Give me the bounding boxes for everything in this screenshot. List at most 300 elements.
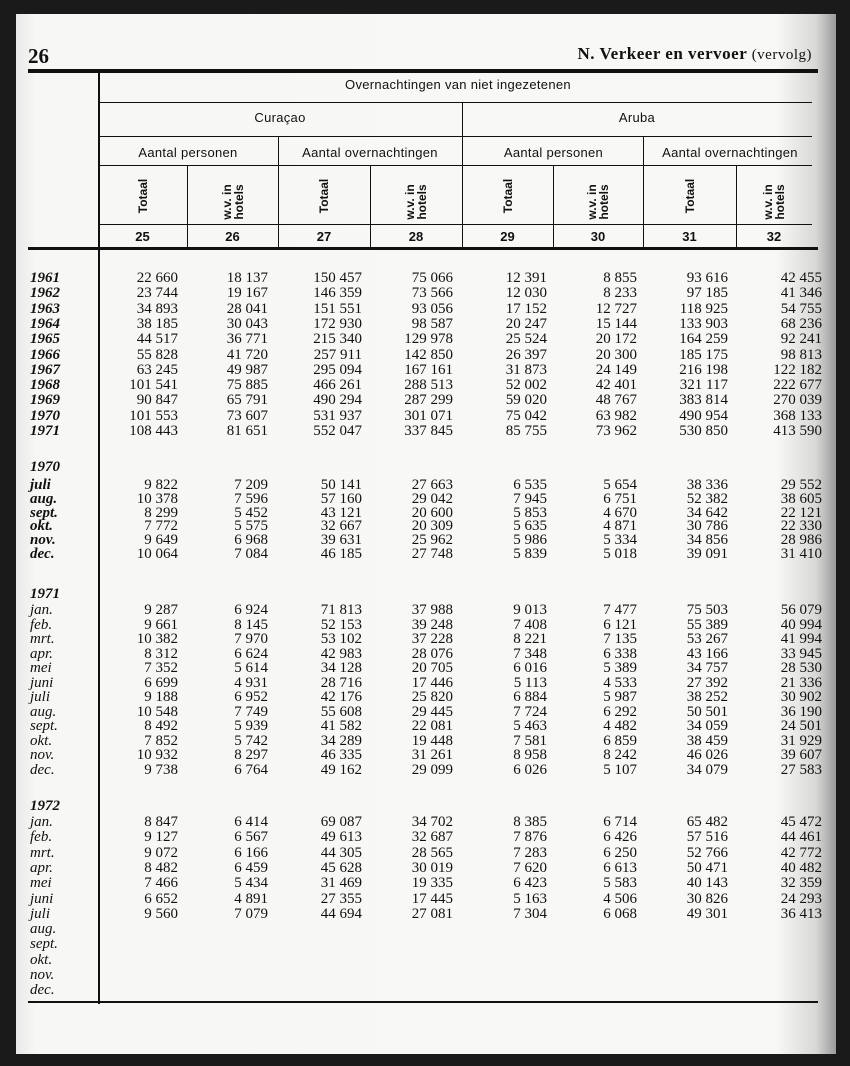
- table-cell: 34 289: [320, 732, 362, 749]
- table-cell: 41 346: [780, 285, 822, 302]
- row-label: 1965: [30, 331, 60, 348]
- table-cell: 122 182: [773, 361, 822, 378]
- table-cell: 12 727: [595, 300, 637, 317]
- table-cell: 6 016: [513, 660, 547, 676]
- table-cell: 22 330: [780, 518, 822, 535]
- table-cell: 34 757: [686, 660, 728, 676]
- table-cell: 5 434: [234, 875, 268, 892]
- table-cell: 34 079: [686, 761, 728, 778]
- table-cell: 19 167: [226, 285, 268, 302]
- table-cell: 56 079: [780, 602, 822, 618]
- table-cell: 6 166: [234, 844, 268, 861]
- table-cell: 12 391: [505, 270, 547, 286]
- table-cell: 55 608: [320, 703, 362, 720]
- table-cell: 368 133: [773, 407, 822, 424]
- subgroup-header: Aantal overnachtingen: [662, 145, 798, 160]
- table-cell: 5 163: [513, 890, 547, 907]
- page-title-suffix: (vervolg): [751, 47, 812, 63]
- table-title: Overnachtingen van niet ingezetenen: [345, 77, 571, 92]
- table-cell: 44 694: [320, 905, 362, 922]
- table-cell: 4 670: [603, 504, 637, 521]
- table-cell: 5 575: [234, 518, 268, 535]
- row-label: nov.: [30, 747, 55, 763]
- table-cell: 222 677: [773, 377, 822, 394]
- table-cell: 6 652: [144, 890, 178, 907]
- table-cell: 8 221: [513, 631, 547, 647]
- table-cell: 98 587: [411, 315, 453, 332]
- table-cell: 7 283: [513, 844, 547, 861]
- table-cell: 133 903: [679, 315, 728, 332]
- column-number: 29: [500, 229, 515, 244]
- table-cell: 68 236: [780, 315, 822, 332]
- table-cell: 5 987: [603, 689, 637, 705]
- table-cell: 39 091: [686, 546, 728, 562]
- table-cell: 9 822: [144, 477, 178, 493]
- table-cell: 8 958: [513, 747, 547, 763]
- table-cell: 17 152: [505, 300, 547, 317]
- table-cell: 5 654: [603, 477, 637, 493]
- table-cell: 4 871: [603, 518, 637, 535]
- table-cell: 49 613: [320, 829, 362, 846]
- table-cell: 490 954: [679, 407, 728, 424]
- table-cell: 29 042: [411, 490, 453, 507]
- table-cell: 7 352: [144, 660, 178, 676]
- table-cell: 55 389: [686, 616, 728, 633]
- table-cell: 73 607: [226, 407, 268, 424]
- column-number: 27: [316, 229, 332, 244]
- table-cell: 69 087: [320, 814, 362, 830]
- table-cell: 8 492: [144, 718, 178, 734]
- table-cell: 45 628: [320, 859, 362, 876]
- table-cell: 28 716: [320, 674, 362, 691]
- table-cell: 7 209: [234, 477, 268, 493]
- table-cell: 37 988: [411, 602, 453, 618]
- column-number: 30: [590, 229, 606, 244]
- column-number: 32: [766, 229, 782, 244]
- column-number: 28: [408, 229, 424, 244]
- table-cell: 142 850: [404, 346, 453, 363]
- table-cell: 20 172: [595, 331, 637, 348]
- table-cell: 167 161: [404, 361, 453, 378]
- table-cell: 5 463: [513, 718, 547, 734]
- table-cell: 9 560: [144, 905, 178, 922]
- column-header: w.v. in hotels: [585, 184, 611, 220]
- table-cell: 4 482: [603, 718, 637, 734]
- table-cell: 151 551: [313, 300, 362, 317]
- table-cell: 7 304: [513, 905, 547, 922]
- table-cell: 24 501: [780, 718, 822, 734]
- table-cell: 27 583: [780, 761, 822, 778]
- table-cell: 9 072: [144, 844, 178, 861]
- table-cell: 8 482: [144, 859, 178, 876]
- table-cell: 31 929: [780, 732, 822, 749]
- table-cell: 54 755: [780, 300, 822, 317]
- table-cell: 6 924: [234, 602, 268, 618]
- table-cell: 46 335: [320, 747, 362, 763]
- table-cell: 49 162: [320, 761, 362, 778]
- table-cell: 65 482: [686, 814, 728, 830]
- table-cell: 6 751: [603, 490, 637, 507]
- row-label: 1969: [30, 392, 60, 409]
- row-label: mrt.: [30, 631, 55, 647]
- rule: [98, 165, 812, 166]
- table-cell: 38 336: [686, 477, 728, 493]
- table-cell: 301 071: [404, 407, 453, 424]
- table-cell: 52 153: [320, 616, 362, 633]
- table-cell: 63 245: [136, 361, 178, 378]
- table-cell: 34 642: [686, 504, 728, 521]
- row-label: nov.: [30, 967, 55, 983]
- table-cell: 42 772: [780, 844, 822, 861]
- row-label: 1967: [30, 361, 60, 378]
- table-cell: 6 624: [234, 645, 268, 662]
- table-cell: 20 300: [595, 346, 637, 363]
- rule: [98, 224, 812, 225]
- table-cell: 40 994: [780, 616, 822, 633]
- table-cell: 55 828: [136, 346, 178, 363]
- table-cell: 6 459: [234, 859, 268, 876]
- table-cell: 53 267: [686, 631, 728, 647]
- table-cell: 39 607: [780, 747, 822, 763]
- row-label: 1971: [30, 423, 60, 439]
- row-label: dec.: [30, 761, 55, 778]
- table-cell: 7 084: [234, 546, 268, 562]
- table-cell: 5 107: [603, 761, 637, 778]
- table-cell: 75 885: [226, 377, 268, 394]
- table-cell: 40 482: [780, 859, 822, 876]
- table-cell: 50 501: [686, 703, 728, 720]
- row-label: 1970: [30, 407, 60, 424]
- table-cell: 97 185: [686, 285, 728, 302]
- table-cell: 24 293: [780, 890, 822, 907]
- page-title: [578, 44, 813, 64]
- row-label: jan.: [30, 602, 53, 618]
- table-cell: 185 175: [679, 346, 728, 363]
- row-label: mei: [30, 875, 52, 892]
- row-label: feb.: [30, 829, 53, 846]
- page-number: 26: [28, 44, 49, 68]
- table-cell: 6 121: [603, 616, 637, 633]
- table-cell: 31 261: [411, 747, 453, 763]
- subgroup-header: Aantal personen: [138, 145, 238, 160]
- table-cell: 287 299: [404, 392, 453, 409]
- table-cell: 295 094: [313, 361, 362, 378]
- table-cell: 6 068: [603, 905, 637, 922]
- table-cell: 42 455: [780, 270, 822, 286]
- table-cell: 7 724: [513, 703, 547, 720]
- table-cell: 34 059: [686, 718, 728, 734]
- table-cell: 5 635: [513, 518, 547, 535]
- table-cell: 7 408: [513, 616, 547, 633]
- table-cell: 5 939: [234, 718, 268, 734]
- column-header: Totaal: [500, 178, 515, 214]
- table-cell: 41 720: [226, 346, 268, 363]
- table-cell: 4 891: [234, 890, 268, 907]
- table-cell: 6 535: [513, 477, 547, 493]
- table-cell: 490 294: [313, 392, 362, 409]
- table-cell: 52 766: [686, 844, 728, 861]
- table-cell: 530 850: [679, 423, 728, 439]
- table-cell: 27 748: [411, 546, 453, 562]
- row-label: juni: [30, 674, 54, 691]
- table-cell: 19 448: [411, 732, 453, 749]
- table-cell: 28 565: [411, 844, 453, 861]
- bottom-rule: [28, 1001, 818, 1003]
- row-label: okt.: [30, 518, 53, 535]
- table-cell: 39 248: [411, 616, 453, 633]
- table-cell: 8 145: [234, 616, 268, 633]
- table-cell: 38 459: [686, 732, 728, 749]
- table-cell: 7 970: [234, 631, 268, 647]
- table-cell: 42 401: [595, 377, 637, 394]
- table-cell: 7 876: [513, 829, 547, 846]
- row-label: aug.: [30, 921, 57, 938]
- table-cell: 71 813: [320, 602, 362, 618]
- table-cell: 31 873: [505, 361, 547, 378]
- table-cell: 34 856: [686, 532, 728, 549]
- table-cell: 552 047: [313, 423, 362, 439]
- table-cell: 24 149: [595, 361, 637, 378]
- table-cell: 321 117: [679, 377, 728, 394]
- table-cell: 10 064: [136, 546, 178, 562]
- table-cell: 172 930: [313, 315, 362, 332]
- table-cell: 6 338: [603, 645, 637, 662]
- table-cell: 43 166: [686, 645, 728, 662]
- table-cell: 9 649: [144, 532, 178, 549]
- table-cell: 42 176: [320, 689, 362, 705]
- table-cell: 45 472: [780, 814, 822, 830]
- page-title-main: N. Verkeer en vervoer: [577, 44, 747, 63]
- table-cell: 41 582: [320, 718, 362, 734]
- rule: [98, 136, 812, 137]
- table-cell: 31 469: [320, 875, 362, 892]
- table-cell: 52 002: [505, 377, 547, 394]
- table-cell: 466 261: [313, 377, 362, 394]
- table-cell: 6 884: [513, 689, 547, 705]
- row-label: 1963: [30, 300, 60, 317]
- table-cell: 92 241: [780, 331, 822, 348]
- rule: [98, 102, 812, 103]
- table-cell: 8 855: [603, 270, 637, 286]
- table-cell: 6 859: [603, 732, 637, 749]
- table-cell: 7 620: [513, 859, 547, 876]
- table-cell: 4 533: [603, 674, 637, 691]
- table-cell: 8 385: [513, 814, 547, 830]
- table-cell: 5 452: [234, 504, 268, 521]
- table-cell: 93 616: [686, 270, 728, 286]
- table-cell: 75 042: [505, 407, 547, 424]
- top-rule: [28, 69, 818, 73]
- row-label: aug.: [30, 703, 57, 720]
- table-cell: 5 853: [513, 504, 547, 521]
- table-cell: 27 392: [686, 674, 728, 691]
- table-cell: 28 530: [780, 660, 822, 676]
- table-cell: 5 614: [234, 660, 268, 676]
- column-header: w.v. in hotels: [761, 184, 787, 220]
- table-cell: 6 567: [234, 829, 268, 846]
- table-cell: 73 962: [595, 423, 637, 439]
- subgroup-header: Aantal personen: [503, 145, 604, 160]
- table-cell: 9 013: [513, 602, 547, 618]
- table-cell: 81 651: [226, 423, 268, 439]
- row-label: okt.: [30, 732, 53, 749]
- table-cell: 29 445: [411, 703, 453, 720]
- row-label: 1968: [30, 377, 60, 394]
- table-cell: 146 359: [313, 285, 362, 302]
- table-cell: 108 443: [129, 423, 178, 439]
- table-cell: 49 987: [226, 361, 268, 378]
- table-cell: 38 605: [780, 490, 822, 507]
- table-cell: 44 461: [780, 829, 822, 846]
- table-cell: 6 968: [234, 532, 268, 549]
- table-cell: 93 056: [411, 300, 453, 317]
- table-cell: 257 911: [313, 346, 362, 363]
- table-cell: 7 477: [603, 602, 637, 618]
- table-cell: 39 631: [320, 532, 362, 549]
- table-cell: 38 185: [136, 315, 178, 332]
- row-label: 1961: [30, 270, 60, 286]
- table-cell: 8 233: [603, 285, 637, 302]
- row-label: jan.: [30, 814, 53, 830]
- table-cell: 18 137: [226, 270, 268, 286]
- table-cell: 36 190: [780, 703, 822, 720]
- table-cell: 26 397: [505, 346, 547, 363]
- table-cell: 34 128: [320, 660, 362, 676]
- row-label: 1966: [30, 346, 60, 363]
- column-number: 31: [682, 229, 697, 244]
- table-cell: 5 389: [603, 660, 637, 676]
- table-cell: 5 334: [603, 532, 637, 549]
- row-label: apr.: [30, 859, 53, 876]
- table-cell: 101 541: [129, 377, 178, 394]
- table-cell: 20 247: [505, 315, 547, 332]
- table-cell: 73 566: [411, 285, 453, 302]
- group-curacao: Curaçao: [254, 110, 306, 125]
- table-cell: 44 305: [320, 844, 362, 861]
- table-cell: 30 786: [686, 518, 728, 535]
- table-cell: 20 309: [411, 518, 453, 535]
- table-cell: 37 228: [411, 631, 453, 647]
- row-label: mrt.: [30, 844, 55, 861]
- table-cell: 50 141: [320, 477, 362, 493]
- table-cell: 9 127: [144, 829, 178, 846]
- row-label: nov.: [30, 532, 56, 549]
- table-cell: 8 312: [144, 645, 178, 662]
- row-label: sept.: [30, 504, 58, 521]
- table-cell: 25 820: [411, 689, 453, 705]
- subgroup-header: Aantal overnachtingen: [302, 145, 438, 160]
- table-cell: 65 791: [226, 392, 268, 409]
- table-cell: 17 445: [411, 890, 453, 907]
- table-cell: 6 423: [513, 875, 547, 892]
- table-cell: 6 292: [603, 703, 637, 720]
- table-cell: 21 336: [780, 674, 822, 691]
- table-cell: 6 613: [603, 859, 637, 876]
- table-cell: 9 738: [144, 761, 178, 778]
- table-cell: 32 687: [411, 829, 453, 846]
- table-cell: 7 772: [144, 518, 178, 535]
- table-cell: 40 143: [686, 875, 728, 892]
- row-label: sept.: [30, 718, 58, 734]
- table-cell: 48 767: [595, 392, 637, 409]
- table-cell: 7 596: [234, 490, 268, 507]
- table-cell: 7 852: [144, 732, 178, 749]
- table-cell: 42 983: [320, 645, 362, 662]
- table-cell: 22 121: [780, 504, 822, 521]
- row-label: juni: [30, 890, 54, 907]
- table-cell: 32 667: [320, 518, 362, 535]
- table-cell: 30 902: [780, 689, 822, 705]
- table-cell: 31 410: [780, 546, 822, 562]
- table-cell: 36 771: [226, 331, 268, 348]
- table-cell: 32 359: [780, 875, 822, 892]
- table-cell: 23 744: [136, 285, 178, 302]
- table-cell: 17 446: [411, 674, 453, 691]
- table-cell: 29 552: [780, 477, 822, 493]
- table-cell: 10 378: [136, 490, 178, 507]
- section-heading: 1970: [30, 459, 60, 475]
- table-cell: 30 043: [226, 315, 268, 332]
- table-cell: 28 041: [226, 300, 268, 317]
- column-number: 26: [225, 229, 240, 244]
- table-cell: 43 121: [320, 504, 362, 521]
- table-cell: 15 144: [595, 315, 637, 332]
- column-header: Totaal: [317, 178, 331, 214]
- table-cell: 27 355: [320, 890, 362, 907]
- table-cell: 383 814: [679, 392, 728, 409]
- table-cell: 7 348: [513, 645, 547, 662]
- table-cell: 10 548: [136, 703, 178, 720]
- table-cell: 150 457: [313, 270, 362, 286]
- table-cell: 19 335: [411, 875, 453, 892]
- table-cell: 34 702: [411, 814, 453, 830]
- row-label: 1964: [30, 315, 60, 332]
- table-cell: 28 986: [780, 532, 822, 549]
- table-cell: 337 845: [404, 423, 453, 439]
- table-cell: 8 847: [144, 814, 178, 830]
- table-cell: 9 188: [144, 689, 178, 705]
- section-heading: 1971: [30, 586, 60, 602]
- table-cell: 12 030: [505, 285, 547, 302]
- row-label: dec.: [30, 982, 55, 999]
- table-cell: 7 079: [234, 905, 268, 922]
- row-label: feb.: [30, 616, 53, 633]
- table-cell: 7 581: [513, 732, 547, 749]
- row-label: aug.: [30, 490, 58, 507]
- table-cell: 216 198: [679, 361, 728, 378]
- table-cell: 22 660: [136, 270, 178, 286]
- table-cell: 28 076: [411, 645, 453, 662]
- table-cell: 164 259: [679, 331, 728, 348]
- table-cell: 75 066: [411, 270, 453, 286]
- table-cell: 20 705: [411, 660, 453, 676]
- table-cell: 118 925: [679, 300, 728, 317]
- table-cell: 6 426: [603, 829, 637, 846]
- table-cell: 27 663: [411, 477, 453, 493]
- column-number: 25: [135, 229, 150, 244]
- table-cell: 49 301: [686, 905, 728, 922]
- row-label: apr.: [30, 645, 53, 662]
- column-header: Totaal: [682, 178, 697, 214]
- table-cell: 36 413: [780, 905, 822, 922]
- table-cell: 57 516: [686, 829, 728, 846]
- group-aruba: Aruba: [618, 110, 656, 125]
- table-cell: 101 553: [129, 407, 178, 424]
- group-divider: [462, 103, 463, 248]
- row-label: okt.: [30, 951, 53, 968]
- table-cell: 63 982: [595, 407, 637, 424]
- table-cell: 53 102: [320, 631, 362, 647]
